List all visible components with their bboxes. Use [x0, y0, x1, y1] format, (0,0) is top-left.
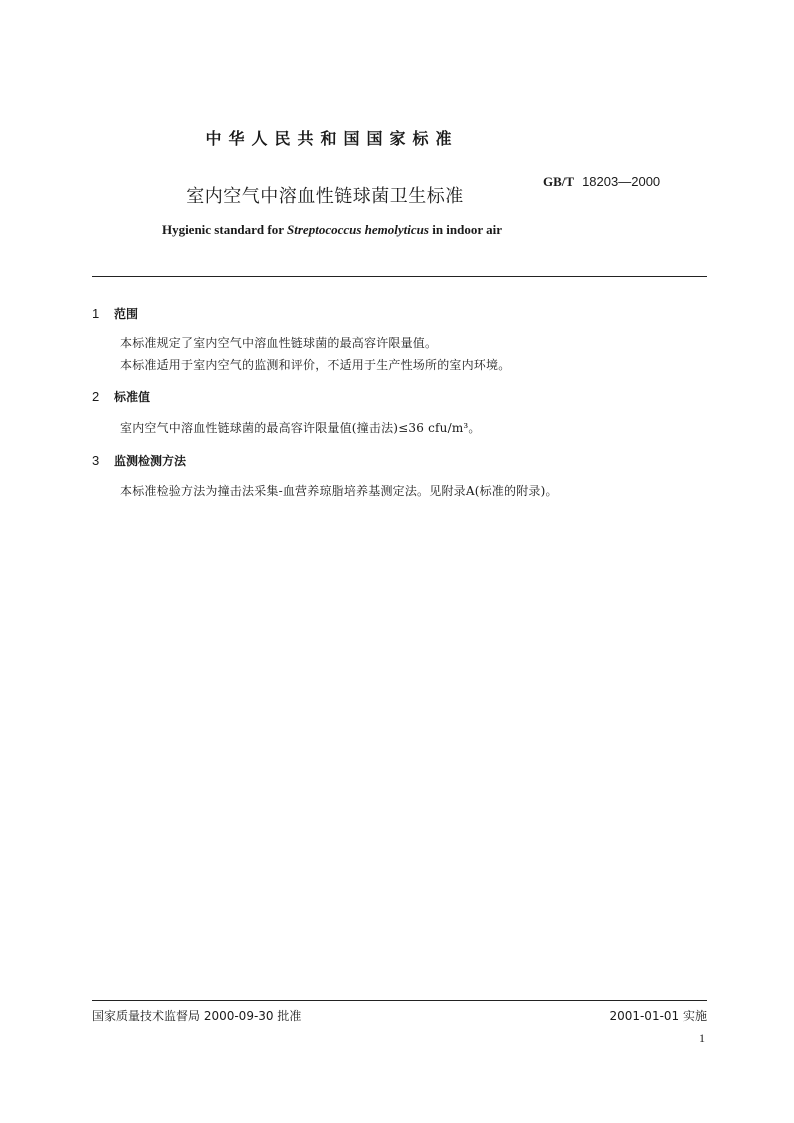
paragraph: 室内空气中溶血性链球菌的最高容许限量值(撞击法)≤36 cfu/m³。: [120, 421, 481, 435]
section-number: 2: [92, 389, 100, 404]
paragraph: 本标准规定了室内空气中溶血性链球菌的最高容许限量值。: [120, 336, 438, 350]
section-title: 标准值: [114, 390, 151, 404]
section-heading-scope: [92, 305, 138, 322]
section-heading-standard-value: [92, 388, 150, 405]
paragraph: 本标准检验方法为撞击法采集-血营养琼脂培养基测定法。见附录A(标准的附录)。: [120, 484, 558, 498]
paragraph: 本标准适用于室内空气的监测和评价，不适用于生产性场所的室内环境。: [120, 358, 511, 372]
document-title-en: [0, 222, 664, 238]
national-standard-heading: 中华人民共和国国家标准: [205, 129, 459, 148]
standard-code-prefix: GB/T: [543, 174, 575, 189]
standard-code: [543, 174, 660, 190]
section-title: 范围: [114, 307, 139, 321]
footer-divider: [92, 1000, 707, 1001]
page-number: 1: [699, 1031, 705, 1045]
approval-info: 国家质量技术监督局 2000-09-30 批准: [92, 1009, 302, 1023]
section-number: 3: [92, 453, 100, 468]
section-heading-test-method: [92, 452, 186, 469]
implementation-date: 2001-01-01 实施: [609, 1009, 707, 1023]
title-en-post: in indoor air: [428, 222, 503, 237]
title-en-italic: Streptococcus hemolyticus: [287, 222, 429, 237]
section-number: 1: [92, 306, 100, 321]
document-title-cn: 室内空气中溶血性链球菌卫生标准: [186, 186, 464, 207]
title-en-pre: Hygienic standard for: [161, 222, 288, 237]
section-title: 监测检测方法: [114, 454, 187, 468]
standard-code-number: 18203—2000: [582, 174, 661, 189]
header-divider: [92, 276, 707, 277]
